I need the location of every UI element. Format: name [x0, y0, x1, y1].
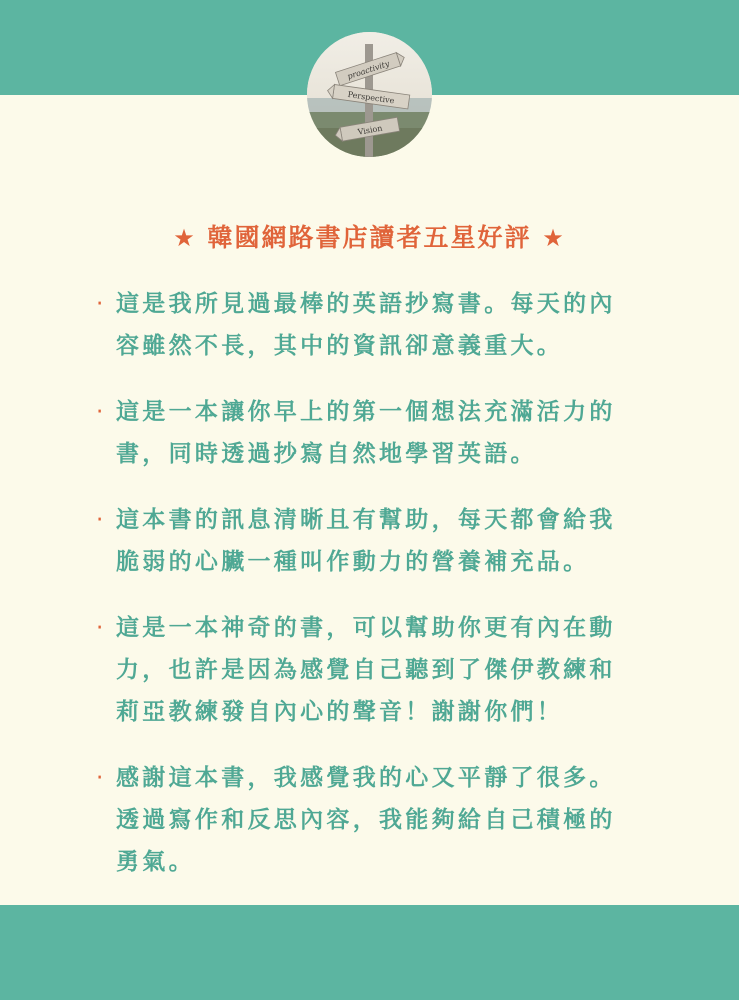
- review-line: 這是一本讓你早上的第一個想法充滿活力的: [116, 398, 616, 425]
- star-icon-right: ★: [542, 224, 566, 252]
- reviews-heading: [0, 218, 739, 254]
- signpost-icon: [307, 32, 432, 157]
- review-list: [96, 283, 666, 907]
- review-item: [96, 607, 666, 733]
- sign-proactivity: proactivity: [346, 59, 391, 82]
- review-line: 力，也許是因為感覺自己聽到了傑伊教練和: [116, 656, 616, 683]
- review-line: 脆弱的心臟一種叫作動力的營養補充品。: [116, 548, 590, 575]
- review-line: 這本書的訊息清晰且有幫助，每天都會給我: [116, 506, 616, 533]
- bullet-icon: ·: [96, 507, 104, 533]
- review-line: 書，同時透過抄寫自然地學習英語。: [116, 440, 537, 467]
- heading-text: 韓國網路書店讀者五星好評: [207, 223, 532, 252]
- review-line: 容雖然不長，其中的資訊卻意義重大。: [116, 332, 564, 359]
- review-item: [96, 391, 666, 475]
- review-item: [96, 499, 666, 583]
- sign-vision: Vision: [357, 123, 384, 137]
- bottom-band: [0, 905, 739, 1000]
- signpost-photo: [307, 32, 432, 157]
- bullet-icon: ·: [96, 765, 104, 791]
- review-line: 勇氣。: [116, 848, 195, 875]
- review-line: 感謝這本書，我感覺我的心又平靜了很多。: [116, 764, 616, 791]
- bullet-icon: ·: [96, 291, 104, 317]
- review-item: [96, 757, 666, 883]
- review-line: 這是我所見過最棒的英語抄寫書。每天的內: [116, 290, 616, 317]
- bullet-icon: ·: [96, 399, 104, 425]
- review-line: 莉亞教練發自內心的聲音！謝謝你們！: [116, 698, 564, 725]
- review-line: 這是一本神奇的書，可以幫助你更有內在動: [116, 614, 616, 641]
- sign-perspective: Perspective: [347, 89, 395, 106]
- review-item: [96, 283, 666, 367]
- review-line: 透過寫作和反思內容，我能夠給自己積極的: [116, 806, 616, 833]
- star-icon-left: ★: [173, 224, 197, 252]
- bullet-icon: ·: [96, 615, 104, 641]
